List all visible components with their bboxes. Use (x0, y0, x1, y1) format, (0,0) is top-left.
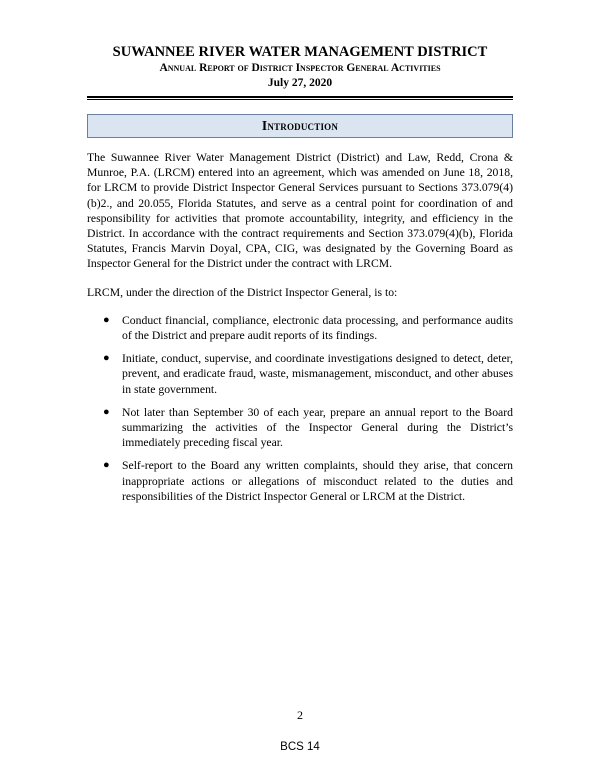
list-item-text: Conduct financial, compliance, electronic data processing, and performance audits of the District and prepare audit reports of its findings. (122, 313, 513, 343)
report-title: Annual Report of District Inspector General Activities (159, 62, 441, 74)
list-item (87, 405, 513, 451)
header-rule-thick (87, 96, 513, 98)
organization-name: SUWANNEE RIVER WATER MANAGEMENT DISTRICT (112, 44, 488, 60)
list-item (87, 458, 513, 504)
duties-list (87, 313, 513, 504)
document-body (87, 150, 513, 512)
list-item (87, 313, 513, 343)
list-item (87, 351, 513, 397)
section-heading-introduction: Introduction (87, 114, 513, 138)
intro-paragraph: The Suwannee River Water Management District (District) and Law, Redd, Crona & Munroe, P.A. (LRCM) entered into an agreement, which was amended on June 18, 2018, for LRCM to provide District Inspector General Services pursuant to Sections 373.079(4)(b)2., and 20.055, Florida Statutes, and serve as a central point for coordination of and responsibility for activities that promote accountability, integrity, and efficiency in the District. In accordance with the contract requirements and Section 373.079(4)(b), Florida Statutes, Francis Marvin Doyal, CPA, CIG, was designated by the Governing Board as Inspector General for the District under the contract with LRCM. (87, 151, 513, 271)
list-item-text: Not later than September 30 of each year, prepare an annual report to the Board summarizing the activities of the Inspector General during the District’s immediately preceding fiscal year. (122, 405, 513, 450)
document-header (0, 44, 600, 90)
page-number: 2 (297, 708, 303, 722)
report-date: July 27, 2020 (267, 77, 333, 89)
header-rule-thin (87, 99, 513, 100)
list-item-text: Initiate, conduct, supervise, and coordinate investigations designed to detect, deter, prevent, and eradicate fraud, waste, mismanagement, misconduct, and other abuses in state government. (122, 352, 513, 396)
bullet-icon: ● (103, 459, 110, 472)
bullet-icon: ● (103, 313, 110, 326)
footer-code: BCS 14 (280, 741, 320, 753)
list-item-text: Self-report to the Board any written complaints, should they arise, that concern inappropriate actions or allegations of misconduct related to the duties and responsibilities of the District Inspector General or LRCM at the District. (122, 459, 513, 503)
bullet-icon: ● (103, 405, 110, 418)
bullet-icon: ● (103, 352, 110, 365)
lead-in-paragraph: LRCM, under the direction of the District Inspector General, is to: (87, 285, 398, 299)
